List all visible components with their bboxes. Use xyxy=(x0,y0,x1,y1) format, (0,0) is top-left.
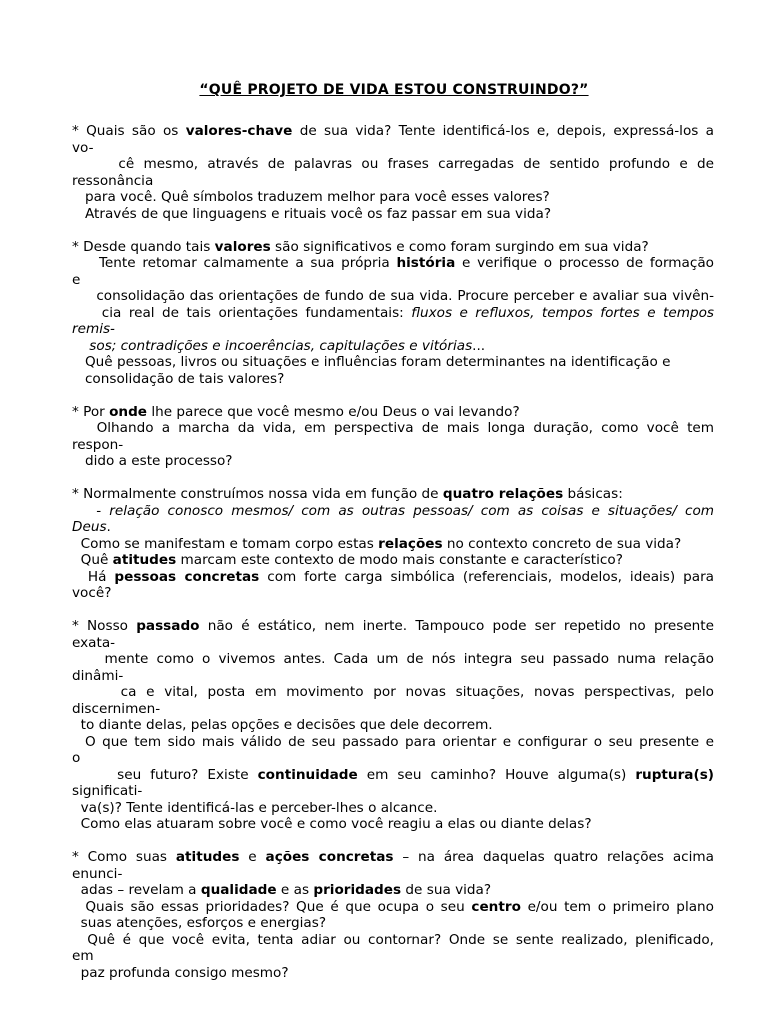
text-line xyxy=(72,585,714,602)
text-run: no contexto concreto de sua vida? xyxy=(442,535,682,552)
text-line xyxy=(72,272,714,289)
text-line xyxy=(72,932,714,949)
text-run: - xyxy=(72,502,110,519)
text-run: paz profunda consigo mesmo? xyxy=(72,964,289,981)
bold-term: atitudes xyxy=(175,849,240,865)
text-run: . xyxy=(106,519,111,535)
text-line xyxy=(72,734,714,751)
text-run: Quê é que você evita, tenta adiar ou contornar? Onde se sente realizado, plenificado, xyxy=(72,931,714,948)
bold-term: valores xyxy=(214,238,271,255)
text-run: de sua vida? xyxy=(401,882,492,898)
text-line xyxy=(72,701,714,718)
text-run: * Por xyxy=(72,403,110,420)
text-run: * Como suas xyxy=(72,849,176,865)
text-run xyxy=(72,338,89,354)
text-run: enunci- xyxy=(72,865,123,882)
text-run: – na área daquelas quatro relações acima xyxy=(393,849,714,865)
question-paragraph xyxy=(72,239,714,388)
paragraph-gap xyxy=(72,833,714,850)
text-run: va(s)? Tente identificá-las e perceber-lhes o alcance. xyxy=(72,799,438,816)
text-run: são significativos e como foram surgindo em sua vida? xyxy=(270,238,649,255)
text-run: suas atenções, esforços e energias? xyxy=(72,915,327,931)
text-run: Como se manifestam e tomam corpo estas xyxy=(72,535,379,552)
text-line xyxy=(72,288,714,305)
text-line xyxy=(72,437,714,454)
text-line xyxy=(72,123,714,140)
text-line xyxy=(72,948,714,965)
bold-term: passado xyxy=(136,618,200,634)
text-run: Olhando a marcha da vida, em perspectiva de mais longa duração, como você tem xyxy=(72,420,714,436)
text-line xyxy=(72,305,714,322)
text-line xyxy=(72,354,714,371)
text-run: significati- xyxy=(72,783,143,799)
text-run: dinâmi- xyxy=(72,667,124,684)
text-line xyxy=(72,849,714,866)
text-run: e/ou tem o primeiro plano xyxy=(520,898,714,915)
bold-term: continuidade xyxy=(257,766,358,783)
text-line xyxy=(72,618,714,635)
text-run: discernimen- xyxy=(72,700,161,717)
text-run: * Quais são os xyxy=(72,123,186,139)
text-run: com forte carga simbólica (referenciais, modelos, ideais) para xyxy=(259,568,715,585)
bold-term: quatro relações xyxy=(442,486,564,502)
text-run: Quê pessoas, livros ou situações e influências foram determinantes na identificação e xyxy=(72,354,671,370)
text-run: Tente retomar calmamente a sua própria xyxy=(72,255,397,271)
bold-term: centro xyxy=(471,898,521,915)
bold-term: ações concretas xyxy=(265,849,394,865)
text-line xyxy=(72,651,714,668)
text-run: marcam este contexto de modo mais constante e característico? xyxy=(176,552,623,568)
bold-term: pessoas concretas xyxy=(114,568,260,585)
text-run: em xyxy=(72,948,94,964)
text-line xyxy=(72,866,714,883)
text-run: básicas: xyxy=(563,486,623,502)
question-paragraph xyxy=(72,618,714,833)
text-run: ... xyxy=(472,337,486,354)
text-run: ressonância xyxy=(72,172,154,189)
text-run: consolidação das orientações de fundo de sua vida. Procure perceber e avaliar sua vivên- xyxy=(72,288,714,304)
text-line xyxy=(72,800,714,817)
question-paragraph xyxy=(72,404,714,470)
text-run: para você. Quê símbolos traduzem melhor para você esses valores? xyxy=(72,189,550,205)
question-paragraph xyxy=(72,849,714,981)
text-line xyxy=(72,965,714,982)
italic-text: sos; contradições e incoerências, capitulações e vitórias xyxy=(89,337,473,354)
text-run: de sua vida? Tente identificá-los e, depois, expressá-los a xyxy=(292,123,715,139)
text-run: em seu caminho? Houve alguma(s) xyxy=(357,766,636,783)
italic-text: Deus xyxy=(72,519,107,535)
text-line xyxy=(72,156,714,173)
text-run: adas – revelam a xyxy=(72,882,201,898)
text-run: * Desde quando tais xyxy=(72,238,215,255)
text-run: cê mesmo, através de palavras ou frases carregadas de sentido profundo e de xyxy=(72,156,714,172)
text-line xyxy=(72,569,714,586)
text-line xyxy=(72,321,714,338)
bold-term: ruptura(s) xyxy=(635,766,714,783)
text-run: cia real de tais orientações fundamentais: xyxy=(72,304,412,321)
paragraph-gap xyxy=(72,470,714,487)
text-line xyxy=(72,816,714,833)
paragraph-gap xyxy=(72,387,714,404)
text-line xyxy=(72,255,714,272)
text-line xyxy=(72,173,714,190)
text-run: ca e vital, posta em movimento por novas situações, novas perspectivas, pelo xyxy=(72,684,714,700)
text-run: o xyxy=(72,750,81,766)
text-run: * Normalmente construímos nossa vida em função de xyxy=(72,486,443,502)
text-line xyxy=(72,536,714,553)
bold-term: onde xyxy=(109,403,148,420)
paragraph-gap xyxy=(72,602,714,619)
text-run: e as xyxy=(276,882,314,898)
text-line xyxy=(72,899,714,916)
bold-term: valores-chave xyxy=(185,123,293,139)
text-run: mente como o vivemos antes. Cada um de nós integra seu passado numa relação xyxy=(72,651,714,667)
text-line xyxy=(72,206,714,223)
bold-term: qualidade xyxy=(200,882,277,898)
bold-term: história xyxy=(396,255,456,271)
text-line xyxy=(72,684,714,701)
text-run: Há xyxy=(72,568,115,585)
question-paragraph xyxy=(72,123,714,222)
document-body xyxy=(72,123,714,981)
text-run: consolidação de tais valores? xyxy=(72,370,285,387)
italic-text: relação conosco mesmos/ com as outras pessoas/ com as coisas e situações/ com xyxy=(109,502,714,519)
question-paragraph xyxy=(72,486,714,602)
text-run: to diante delas, pelas opções e decisões que dele decorrem. xyxy=(72,717,493,733)
text-line xyxy=(72,338,714,355)
paragraph-gap xyxy=(72,222,714,239)
text-run: vo- xyxy=(72,139,94,156)
text-line xyxy=(72,882,714,899)
bold-term: relações xyxy=(378,535,443,552)
text-run: * Nosso xyxy=(72,618,137,634)
text-line xyxy=(72,503,714,520)
text-run: Através de que linguagens e rituais você os faz passar em sua vida? xyxy=(72,205,552,222)
italic-text: fluxos e refluxos, tempos fortes e tempos xyxy=(411,304,714,321)
text-run: dido a este processo? xyxy=(72,453,233,469)
text-line xyxy=(72,767,714,784)
text-run: seu futuro? Existe xyxy=(72,766,258,783)
bold-term: prioridades xyxy=(313,882,402,898)
text-run: respon- xyxy=(72,436,124,453)
text-run: lhe parece que você mesmo e/ou Deus o vai levando? xyxy=(147,403,520,420)
text-run: Quais são essas prioridades? Que é que ocupa o seu xyxy=(72,898,472,915)
text-line xyxy=(72,486,714,503)
text-run: não é estático, nem inerte. Tampouco pode ser repetido no presente xyxy=(199,618,714,634)
text-line xyxy=(72,371,714,388)
text-line xyxy=(72,717,714,734)
text-run: e xyxy=(239,849,266,865)
text-run: O que tem sido mais válido de seu passado para orientar e configurar o seu presente e xyxy=(72,733,714,750)
text-line xyxy=(72,668,714,685)
text-run: e xyxy=(72,271,81,288)
italic-text: remis- xyxy=(72,321,115,337)
text-line xyxy=(72,189,714,206)
text-line xyxy=(72,783,714,800)
text-line xyxy=(72,239,714,256)
text-line xyxy=(72,750,714,767)
text-run: Quê xyxy=(72,552,113,568)
text-line xyxy=(72,404,714,421)
text-line xyxy=(72,453,714,470)
text-line xyxy=(72,635,714,652)
text-line xyxy=(72,519,714,536)
text-line xyxy=(72,552,714,569)
text-line xyxy=(72,915,714,932)
text-run: você? xyxy=(72,585,112,601)
text-run: Como elas atuaram sobre você e como você reagiu a elas ou diante delas? xyxy=(72,816,592,832)
text-run: e verifique o processo de formação xyxy=(455,255,714,271)
document-title: “QUÊ PROJETO DE VIDA ESTOU CONSTRUINDO?” xyxy=(199,82,589,98)
text-line xyxy=(72,420,714,437)
text-run: exata- xyxy=(72,634,116,651)
text-line xyxy=(72,140,714,157)
bold-term: atitudes xyxy=(112,552,177,568)
